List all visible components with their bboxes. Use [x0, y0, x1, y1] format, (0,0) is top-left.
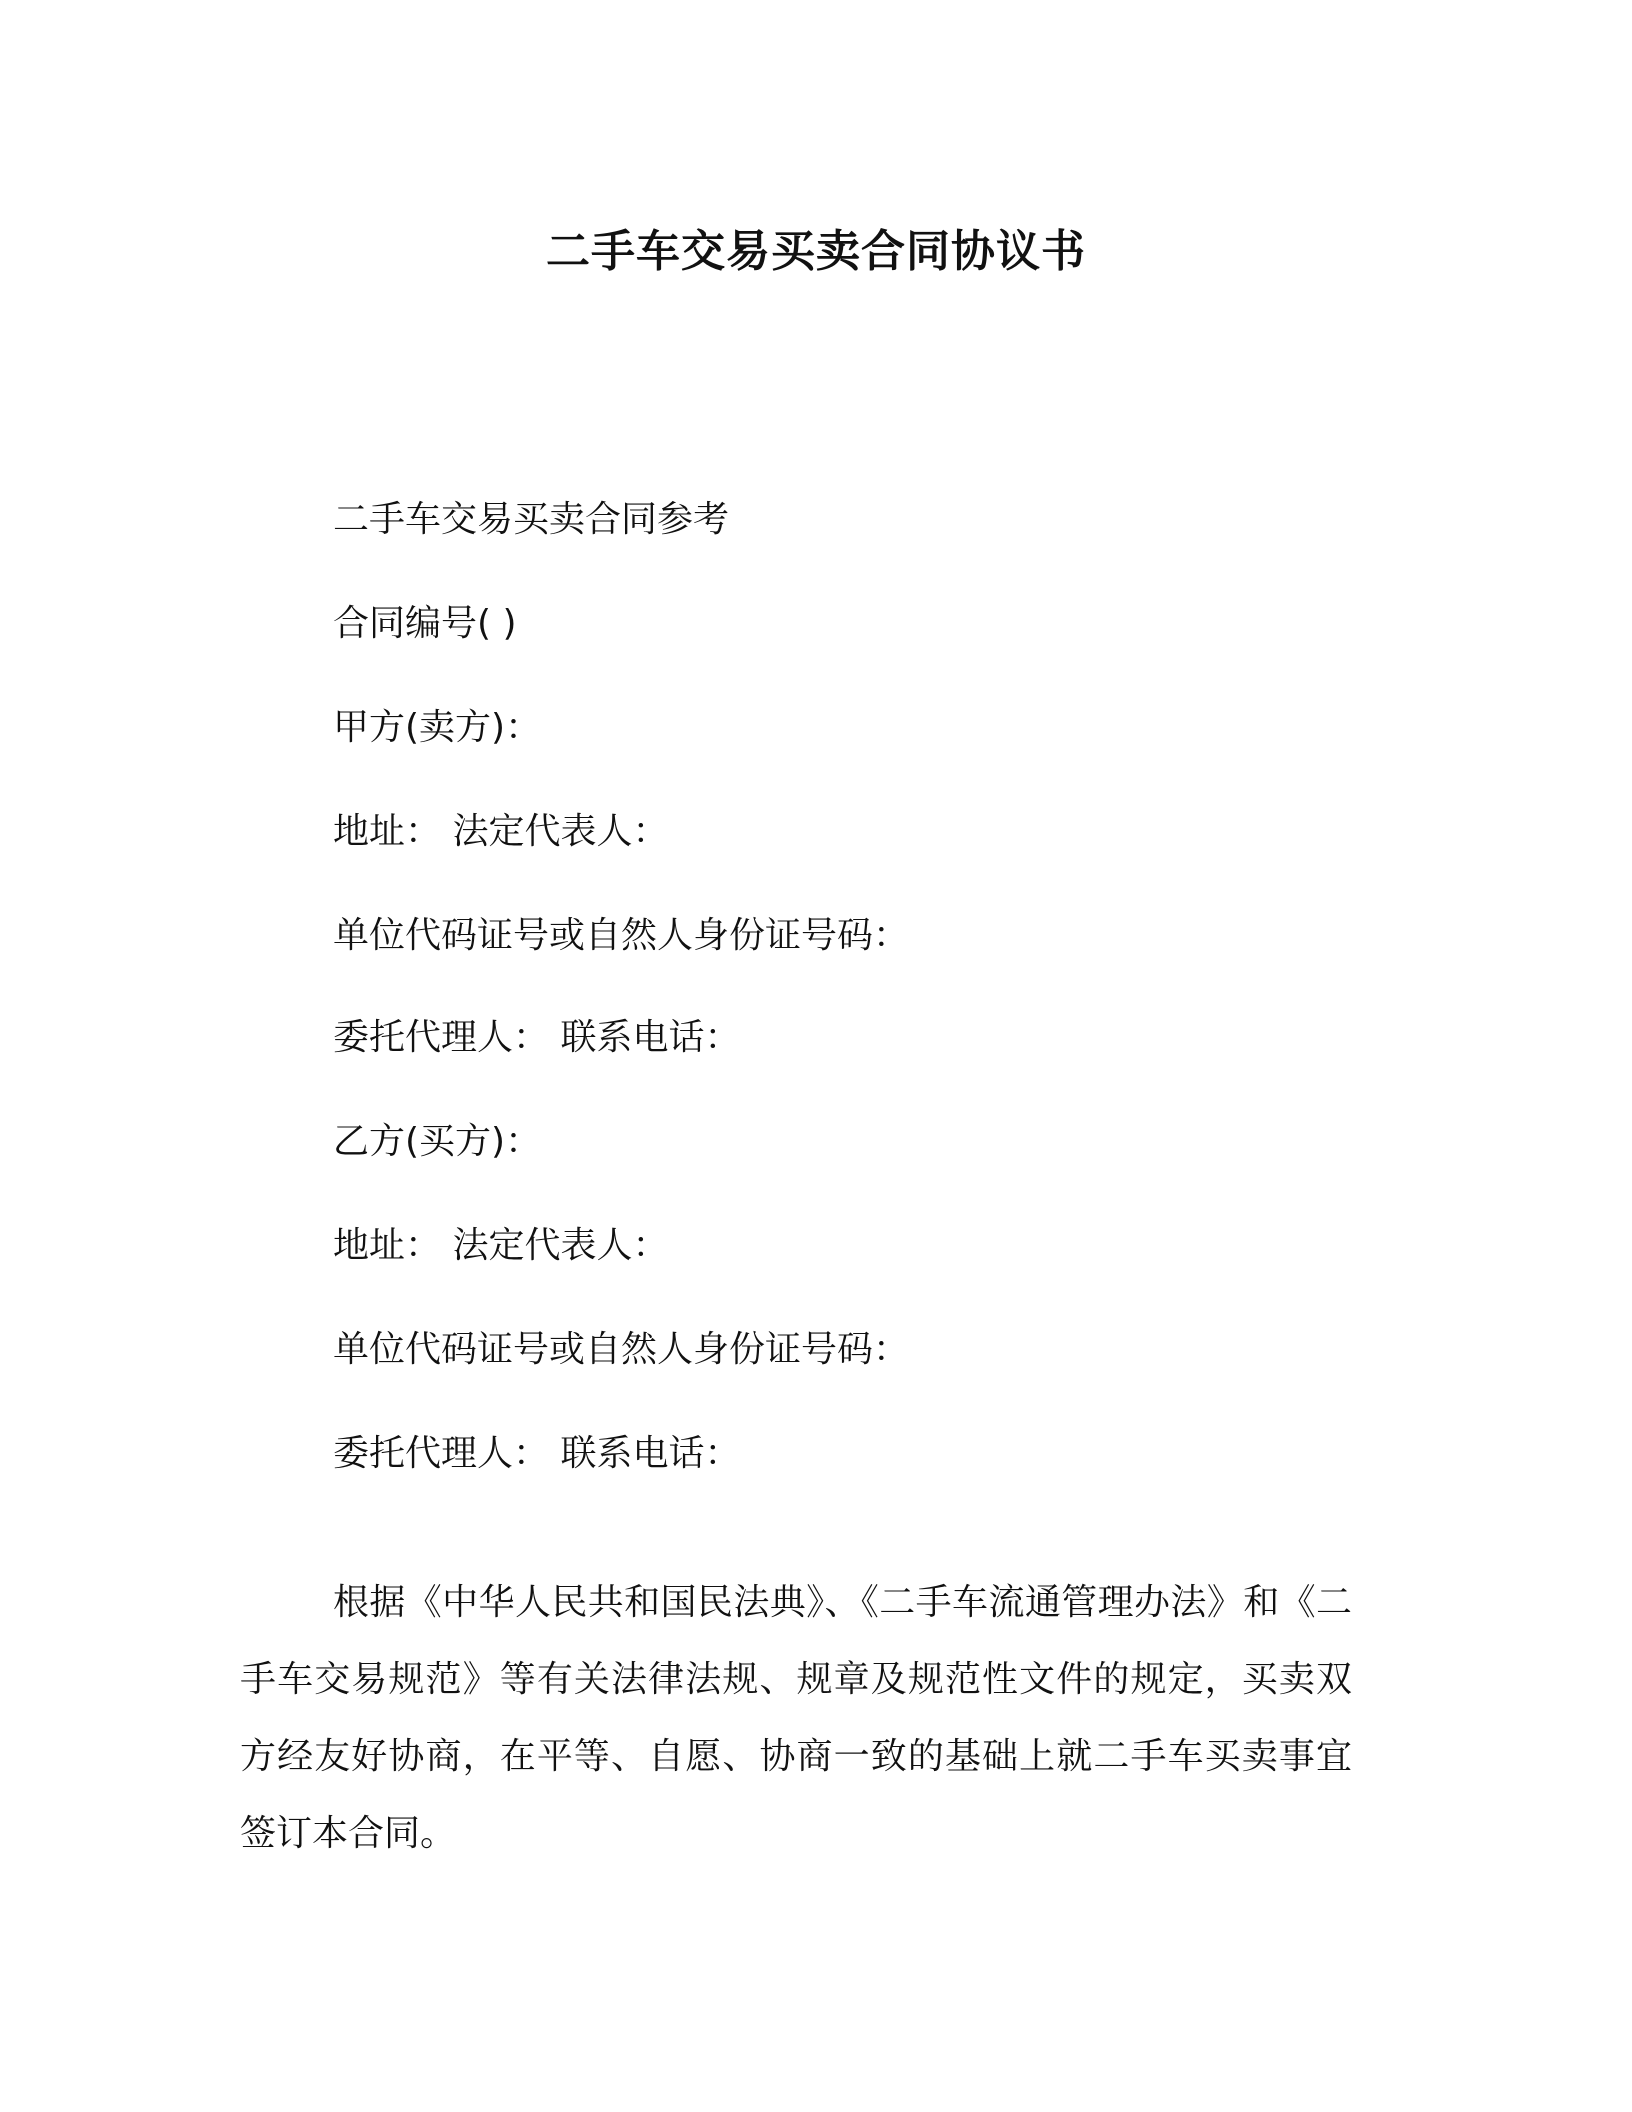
party-b-label: 乙方(买方)：: [333, 1121, 542, 1162]
preamble-paragraph: 根据《中华人民共和国民法典》、《二手车流通管理办法》和《二手车交易规范》等有关法律法规、规章及规范性文件的规定，买卖双方经友好协商，在平等、自愿、协商一致的基础上就二手车买卖事宜签订本合同。: [240, 1582, 1352, 1854]
document-title: 二手车交易买卖合同协议书: [546, 226, 1086, 277]
party-a-agent-phone: 委托代理人： 联系电话：: [333, 1017, 741, 1058]
party-b-id-code: 单位代码证号或自然人身份证号码：: [333, 1329, 910, 1370]
party-a-label: 甲方(卖方)：: [333, 707, 542, 748]
document-subtitle: 二手车交易买卖合同参考: [333, 499, 730, 540]
party-a-id-code: 单位代码证号或自然人身份证号码：: [333, 915, 910, 956]
contract-number: 合同编号( ): [333, 603, 517, 644]
party-b-address-representative: 地址： 法定代表人：: [333, 1225, 669, 1266]
party-b-agent-phone: 委托代理人： 联系电话：: [333, 1433, 741, 1474]
party-a-address-representative: 地址： 法定代表人：: [333, 811, 669, 852]
